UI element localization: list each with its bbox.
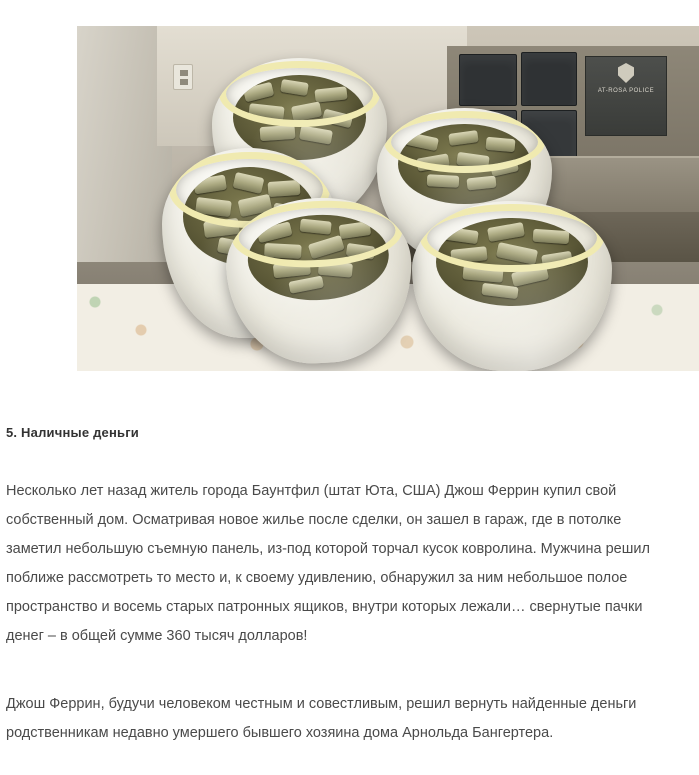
- storage-crate: [459, 54, 517, 106]
- police-badge-icon: [618, 63, 634, 83]
- wall-outlet: [173, 64, 193, 90]
- article-photo: [77, 26, 699, 371]
- article-paragraph: Джош Феррин, будучи человеком честным и совестливым, решил вернуть найденные деньги родственникам недавно умершего бывшего хозяина дома Арнольда Бангертера.: [6, 695, 637, 741]
- police-sign: [585, 56, 667, 136]
- bag-rim: [219, 61, 380, 127]
- section-heading: 5. Наличные деньги: [6, 424, 139, 440]
- bag-rim: [420, 204, 604, 272]
- police-sign-text: AT-ROSA POLICE: [597, 88, 655, 94]
- bag-rim: [384, 111, 545, 173]
- storage-crate: [521, 52, 577, 106]
- photo-canvas: [77, 26, 699, 371]
- article-paragraph: Несколько лет назад житель города Баунтфил (штат Юта, США) Джош Феррин купил свой собственный дом. Осматривая новое жилье после сделки, он зашел в гараж, где в потолке заметил небольшую съемную панель, из-под которой торчал кусок ковролина. Мужчина решил поближе рассмотреть то место и, к своему удивлению, обнаружил за ним небольшое полое пространство и восемь старых патронных ящиков, внутри которых лежали… свернутые пачки денег – в общей сумме 360 тысяч долларов!: [6, 482, 650, 644]
